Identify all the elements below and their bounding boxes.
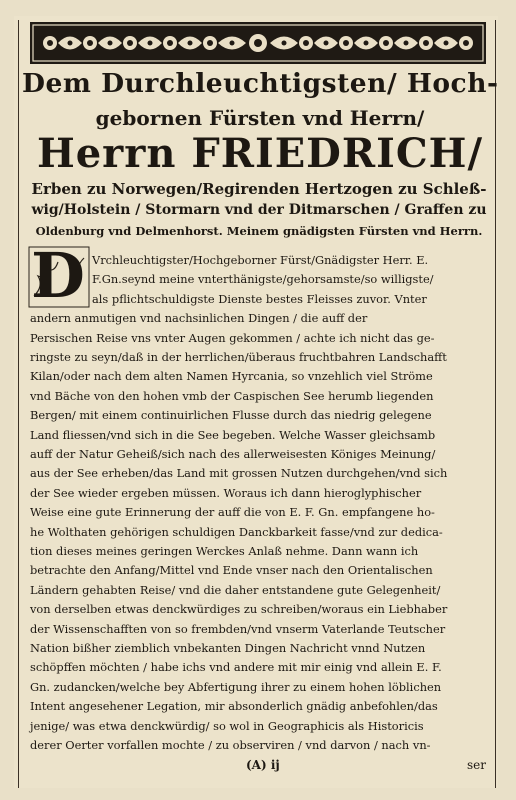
body-line: vnd Bäche von den hohen vmb der Caspischen See herumb liegenden [30,388,434,403]
body-line: Kilan/oder nach dem alten Namen Hyrcania, so vnzehlich viel Ströme [30,369,433,384]
body-line: tion dieses meines geringen Werckes Anlaß nehme. Dann wann ich [30,544,419,558]
body-line: Gn. zudancken/welche bey Abfertigung ihrer zu einem hohen löblichen [30,679,442,694]
body-line: betrachte den Anfang/Mittel vnd Ende vnser nach den Orientalischen [30,563,433,578]
body-line: andern anmutigen vnd nachsinlichen Dingen / die auff der [30,311,368,326]
dedication-name-heading: Herrn FRIEDRICH/ [36,130,484,177]
body-line: der Wissenschafften von so frembden/vnd vnserm Vaterlande Teutscher [30,621,446,636]
ornamental-header-band [30,22,486,64]
body-line: F.Gn.seynd meine vnterthänigste/gehorsamste/so willigste/ [92,272,434,287]
body-line: derer Oerter vorfallen mochte / zu observiren / vnd darvon / nach vn- [30,738,431,752]
body-line: Intent angesehener Legation, mir absonderlich gnädig anbefohlen/das [30,699,438,714]
body-line: schöpffen möchten / habe ichs vnd andere mit mir einig vnd allein E. F. [30,660,442,675]
body-line: Land fliessen/vnd sich in die See begeben. Welche Wasser gleichsamb [30,427,436,442]
dedication-title-line-2: gebornen Fürsten vnd Herrn/ [95,106,425,130]
body-line: ringste zu seyn/daß in der herrlichen/überaus fruchtbahren Landschafft [30,350,447,364]
body-line: he Wolthaten gehörigen schuldigen Danckbarkeit fasse/vnd zur dedica- [30,524,443,539]
body-line: Persischen Reise vns vnter Augen gekommen / achte ich nicht das ge- [30,330,435,345]
body-line: Bergen/ mit einem continuirlichen Flusse durch das niedrig gelegene [30,408,432,423]
drop-cap-letter: D [31,239,85,312]
dedication-subtitle-line-2: wig/Holstein / Stormarn vnd der Ditmarschen / Graffen zu [31,202,487,218]
body-line: Ländern gehabten Reise/ vnd die daher entstandene gute Gelegenheit/ [30,582,441,597]
catchword: ser [467,758,486,772]
body-line: Weise eine gute Erinnerung der auff die von E. F. Gn. empfangene ho- [30,505,435,520]
body-line: Nation bißher ziemblich vnbekanten Dingen Nachricht vnnd Nutzen [30,641,426,655]
body-line: als pflichtschuldigste Dienste bestes Fleisses zuvor. Vnter [92,291,427,306]
body-line: aus der See erheben/das Land mit grossen Nutzen durchgehen/vnd sich [30,466,448,481]
dedication-title-line-1: Dem Durchleuchtigsten/ Hoch- [22,68,499,99]
dedication-subtitle-line-3: Oldenburg vnd Delmenhorst. Meinem gnädigsten Fürsten vnd Herrn. [35,224,483,238]
body-line: von derselben etwas denckwürdiges zu schreiben/woraus ein Liebhaber [30,602,448,617]
dedication-subtitle-line-1: Erben zu Norwegen/Regirenden Hertzogen zu Schleß- [31,180,487,198]
body-line: Vrchleuchtigster/Hochgeborner Fürst/Gnädigster Herr. E. [92,253,429,267]
signature-mark: (A) ij [246,758,280,772]
body-line: jenige/ was etwa denckwürdig/ so wol in Geographicis als Historicis [30,718,424,733]
body-line: auff der Natur Geheiß/sich nach des allerweisesten Königes Meinung/ [30,447,436,461]
body-line: der See wieder ergeben müssen. Woraus ich dann hieroglyphischer [30,485,422,500]
